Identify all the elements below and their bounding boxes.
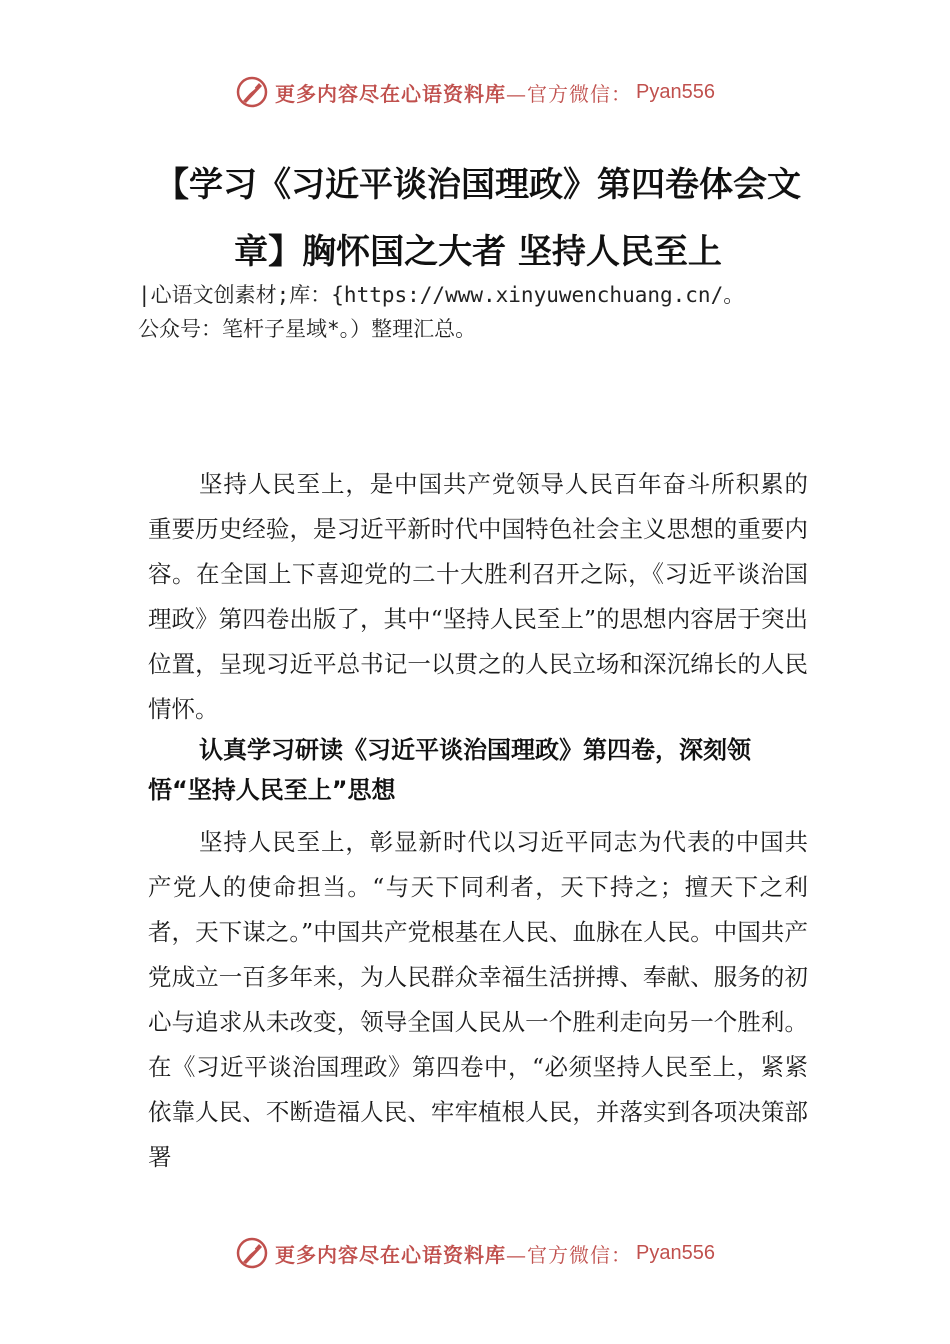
section-heading: 认真学习研读《习近平谈治国理政》第四卷，深刻领悟“坚持人民至上”思想 <box>148 736 751 804</box>
banner-wechat-id: Pyan556 <box>636 1241 715 1264</box>
quill-pen-logo-icon <box>235 1236 269 1270</box>
paragraph-2: 坚持人民至上，彰显新时代以习近平同志为代表的中国共产党人的使命担当。“与天下同利者，天下持之；擅天下之利者，天下谋之。”中国共产党根基在人民、血脉在人民。中国共产党成立一百多年来，为人民群众幸福生活拼搏、奉献、服务的初心与追求从未改变，领导全国人民从一个胜利走向另一个胜利。在《习近平谈治国理政》第四卷中，“必须坚持人民至上，紧紧依靠人民、不断造福人民、牢牢植根人民，并落实到各项决策部署 <box>148 828 808 1171</box>
source-note: |心语文创素材;库：{https://www.xinyuwenchuang.cn/。 公众号：笔杆子星域*。）整理汇总。 <box>138 283 745 341</box>
quill-pen-logo-icon <box>235 75 269 109</box>
header-banner <box>0 72 950 112</box>
footer-banner <box>0 1233 950 1273</box>
banner-text: 更多内容尽在心语资料库 <box>275 81 507 106</box>
banner-subtext: —官方微信： <box>506 1242 633 1267</box>
paragraph-1: 坚持人民至上，是中国共产党领导人民百年奋斗所积累的重要历史经验，是习近平新时代中国特色社会主义思想的重要内容。在全国上下喜迎党的二十大胜利召开之际，《习近平谈治国理政》第四卷出版了，其中“坚持人民至上”的思想内容居于突出位置，呈现习近平总书记一以贯之的人民立场和深沉绵长的人民情怀。 <box>148 470 808 723</box>
banner-text: 更多内容尽在心语资料库 <box>275 1242 507 1267</box>
banner-wechat-id: Pyan556 <box>636 80 715 103</box>
document-title-line-1: 【学习《习近平谈治国理政》第四卷体会文 <box>155 165 801 205</box>
document-title-line-2: 章】胸怀国之大者 坚持人民至上 <box>234 232 722 272</box>
banner-subtext: —官方微信： <box>506 81 633 106</box>
